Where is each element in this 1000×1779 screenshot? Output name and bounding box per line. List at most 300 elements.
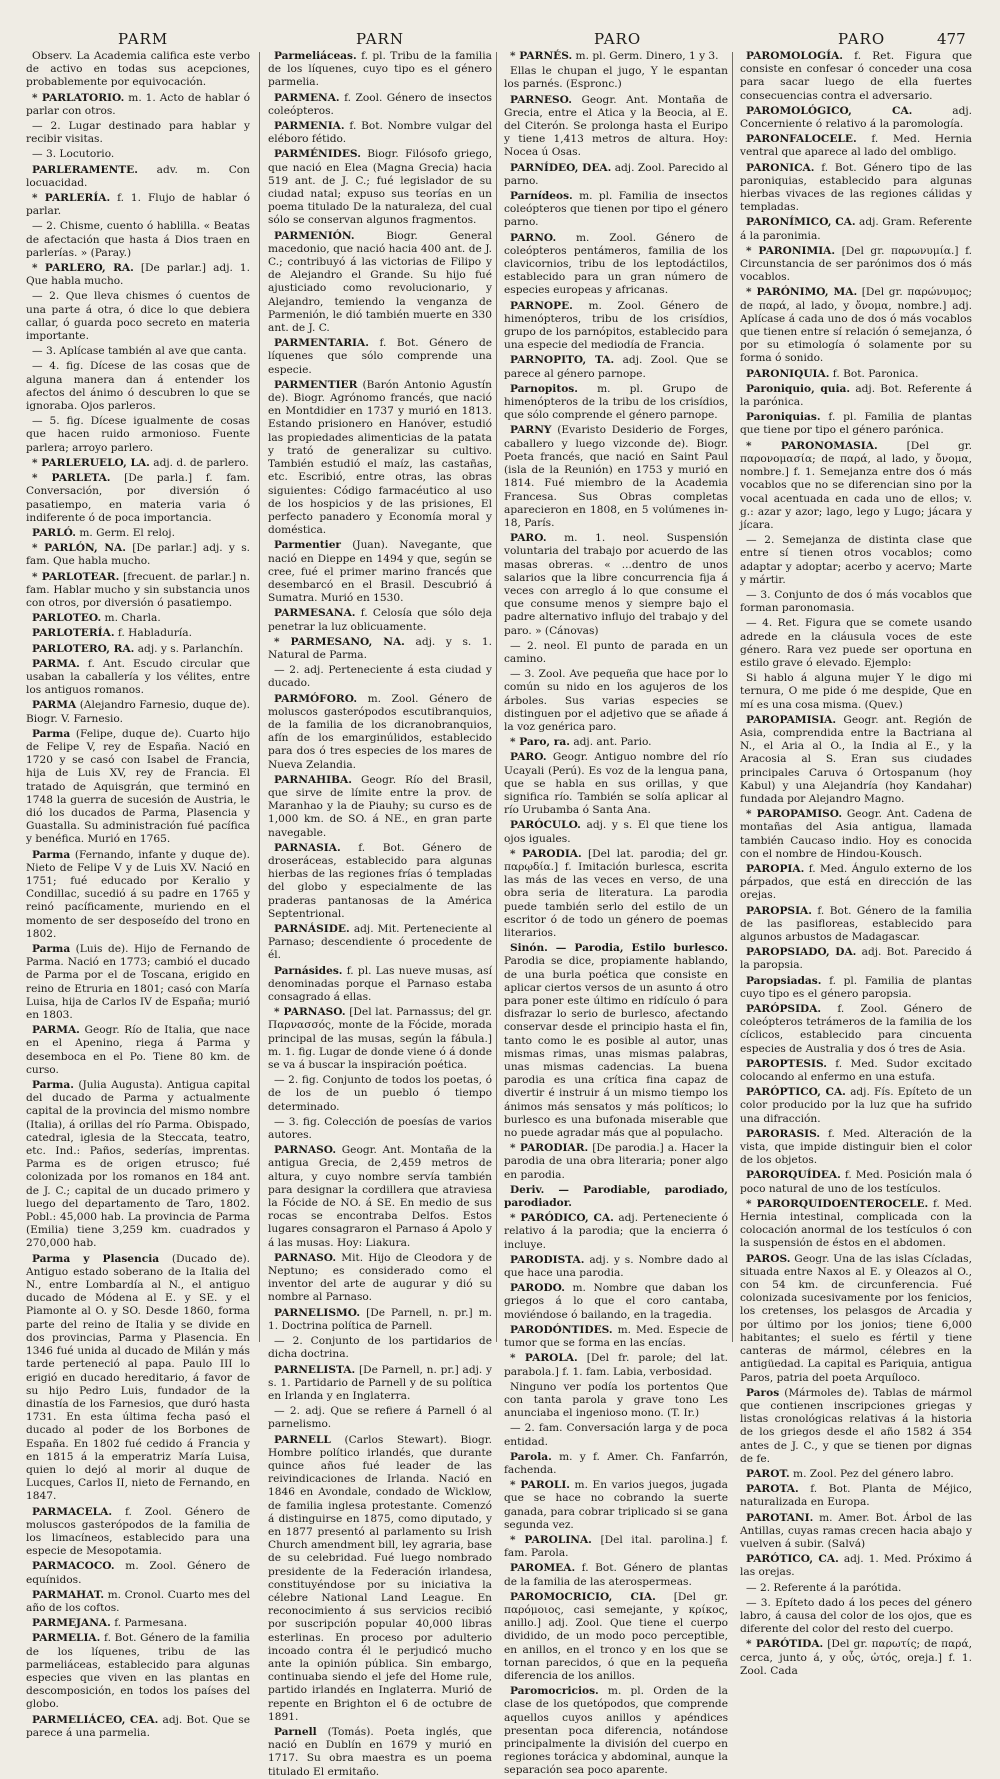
entry-headword: PARÓCULO. [510, 819, 581, 832]
entry-headword: PAROPIA. [746, 862, 805, 875]
entry-definition: f. Bot. Género de plantas de la familia de las aterospermeas. [504, 1562, 728, 1588]
dictionary-entry [740, 1468, 972, 1481]
entry-definition: [Del gr. παρώνυμος; de παρά, al lado, y ὄνομα, nombre.] adj. Aplícase á cada uno de dos ó más vocablos que tienen entre sí relación ó semejanza, ó por su etimología ó solamente por su forma ó sonido. [740, 286, 972, 365]
dictionary-entry [268, 1405, 492, 1431]
entry-headword: PARNELL [274, 1433, 331, 1446]
dictionary-entry [268, 965, 492, 1005]
dictionary-entry [268, 1074, 492, 1114]
dictionary-entry [740, 589, 972, 615]
column-1 [26, 50, 251, 1739]
entry-headword: * PAROLA. [510, 1352, 578, 1365]
entry-headword: PARMÓFORO. [274, 692, 358, 705]
entry-definition: — 2. neol. El punto de parada en un camino. [504, 639, 728, 665]
entry-definition: f. Celosía que sólo deja penetrar la luz oblicuamente. [268, 607, 492, 633]
entry-definition: [De parla.] f. fam. Conversación, por diversión ó pasatiempo, en materia varia ó indiferente ó de poca importancia. [26, 472, 250, 524]
entry-definition: adj. Bot. Referente á la parónica. [740, 382, 973, 409]
entry-definition: Geogr. Río de Italia, que nace en el Apenino, riega á Parma y desemboca en el Po. Tiene 80 km. de curso. [26, 1024, 250, 1076]
entry-definition: — 4. fig. Dícese de las cosas que de alguna manera dan á entender los afectos del ánimo ó descubren lo que se ignoraba. Ojos parleros. [26, 360, 250, 413]
dictionary-entry [268, 1307, 492, 1333]
entry-headword: PAROPTESIS. [746, 1057, 827, 1070]
entry-headword: PARMA [32, 699, 77, 712]
dictionary-entry [26, 1714, 250, 1740]
entry-headword: * PARLETA. [32, 472, 111, 485]
entry-definition: [De parlar.] adj. 1. Que habla mucho. [26, 262, 250, 288]
dictionary-entry [268, 1364, 492, 1404]
entry-definition: f. Med. Alteración de la vista, que impide distinguir bien el color de los objetos. [740, 1127, 972, 1167]
dictionary-entry [26, 571, 250, 611]
dictionary-entry [26, 1560, 250, 1586]
entry-definition: m. Zool. Género de moluscos gasterópodos escutibranquios, de la familia de los dicranobranquios, afín de los emarginúlidos, establecido para dos ó tres especies de los mares de Nueva Zelandia. [268, 692, 492, 771]
entry-definition: [De Parnell, n. pr.] m. 1. Doctrina política de Parnell. [268, 1306, 492, 1332]
dictionary-entry [504, 232, 728, 298]
entry-headword: PARNOPE. [510, 299, 573, 312]
entry-definition: f. pl. Tribu de la familia de los líquenes, cuyo tipo es el género parmelia. [268, 50, 492, 89]
entry-definition: adv. m. Con locuacidad. [26, 163, 250, 189]
entry-definition: m. y f. Amer. Ch. Fanfarrón, fachenda. [504, 1450, 728, 1476]
entry-definition: [Del gr. παρωνυμία.] f. Circunstancia de ser parónimos dos ó más vocablos. [740, 244, 972, 284]
entry-headword: PARMAHAT. [32, 1588, 105, 1601]
dictionary-entry [740, 1512, 972, 1552]
dictionary-entry [504, 532, 728, 638]
entry-definition: adj. y s. Parlanchín. [137, 642, 244, 655]
entry-definition: (Evaristo Desiderio de Forges, caballero y luego vizconde de). Biogr. Poeta francés, que nació en Saint Paul (isla de la Reunión) en 1753 y murió en 1814. Fué miembro de la Academia Francesa. Sus Obras completas aparecieron en 1808, en 5 volúmenes in-18, París. [504, 424, 728, 529]
entry-definition: (Barón Antonio Agustín de). Biogr. Agrónomo francés, que nació en Montdidier en 1737 y murió en 1813. Estando prisionero en Hanóver, estudió las propiedades alimenticias de la patata y trató de generalizar su cultivo. También estudió el maíz, las castañas, etc. Escribió, entre otras, las obras siguientes: Código farmacéutico al uso de los hospicios y de las prisiones, El perfecto panadero y Economía moral y doméstica. [268, 378, 492, 537]
entry-headword: * PARLÓN, NA. [32, 542, 126, 555]
dictionary-entry [740, 1597, 972, 1637]
dictionary-entry [268, 148, 492, 227]
entry-definition: Geogr. Una de las islas Cícladas, situada entre Naxos al E. y Oleazos al O., con 54 km. de circunferencia. Fué colonizada sucesivamente por los fenicios, los cretenses, los pelasgos de Arcadia y por último por los jonios; tiene 6,000 habitantes; el suelo es fértil y tiene canteras de mármol, célebres en la antigüedad. La capital es Pariquia, antigua Paros, patria del poeta Arquíloco. [740, 1252, 972, 1384]
entry-definition: (Ducado de). Antiguo estado soberano de la Italia del N., entre Lombardía al N., el antiguo ducado de Módena al E. y SE. y el Piamonte al O. y SO. Desde 1860, forma parte del reino de Italia y se divide en dos provincias, Parma y Plasencia. En 1346 fué unida al ducado de Milán y más tarde perteneció al papa. Paulo III lo erigió en ducado hereditario, á favor de su hijo Pedro Luis, fundador de la dinastía de los Farnesios, que duró hasta 1731. En esta última fecha pasó el ducado al poder de los Borbones de España. En 1802 fué cedido á Francia y en 1815 á la emperatriz María Luisa, quien lo dejó al morir al duque de Lucques, Carlos II, nieto de Fernando, en 1847. [26, 1252, 250, 1503]
dictionary-entry [26, 1024, 250, 1077]
entry-definition: [Del gr. παρονομασία; de παρά, al lado, y ὄνομα, nombre.] f. 1. Semejanza entre dos ó más vocablos que no se diferencian sino por la vocal acentuada en cada uno de ellos; v. g.: azar y azor; lago, lego y Lugo; jácara y jícara. [740, 439, 972, 531]
entry-definition: Geogr. ant. Región de Asia, comprendida entre la Bactriana al N., el Aria al O., la India al E., y la Aracosia al S. Eran sus ciudades principales Caruva ó Ortospanum (hoy Kabul) y una Alejandría (hoy Kandahar) fundada por Alejandro Magno. [740, 713, 972, 805]
entry-headword: PARMACOCO. [32, 1560, 115, 1573]
dictionary-entry [740, 1128, 972, 1168]
entry-definition: m. Zool. Género de coleópteros pentámeros, familia de los clavicornios, tribu de los leptodáctilos, establecido para un gran número de especies europeas y africanas. [504, 231, 728, 297]
entry-definition: m. pl. Germ. Dinero, 1 y 3. [575, 50, 719, 62]
entry-headword: PARNELISMO. [274, 1306, 361, 1319]
entry-definition: f. Med. Posición mala ó poco natural de uno de los testículos. [740, 1169, 972, 1195]
entry-definition: f. Ant. Escudo circular que usaban la caballería y los vélites, entre los antiguos romanos. [26, 657, 250, 697]
entry-definition: Biogr. General macedonio, que nació hacia 400 ant. de J. C.; contribuyó á las victorias de Filipo y de Alejandro el Grande. Su hijo fué ajusticiado como revolucionario, y Alejandro, temiendo la venganza de Parmenión, le dió también muerte en 330 ant. de J. C. [268, 229, 492, 335]
dictionary-entry [26, 290, 250, 343]
entry-definition: m. Charla. [104, 612, 161, 625]
entry-definition: [Del lat. parodia; del gr. παρῳδία.] f. Imitación burlesca, escrita las más de las veces en verso, de una obra seria de literatura. La parodia puede también serlo del estilo de un escritor ó de todo un género de poemas literarios. [504, 847, 728, 939]
entry-definition: Ninguno ver podía los portentos Que con tanta parola y grave tono Les anunciaba el ingenioso mono. (T. Ir.) [504, 1380, 728, 1420]
dictionary-entry [268, 842, 492, 921]
entry-definition: Geogr. Río del Brasil, que sirve de límite entre la prov. de Maranhao y la de Piauhy; su curso es de 1,000 km. de SO. á NE., en gran parte navegable. [268, 773, 493, 839]
dictionary-entry [504, 942, 728, 1140]
entry-headword: PARLOTERÍA. [32, 627, 115, 640]
entry-headword: Paroniquio, quia. [746, 382, 851, 395]
entry-definition: f. Bot. Género de la familia de los líquenes, tribu de las parmeliáceas, establecido para algunas especies que viven en las plantas en descomposición, en todos los países del globo. [26, 1632, 250, 1711]
entry-headword: * PARNÉS. [510, 50, 573, 62]
entry-headword: PARNASO. [274, 1144, 337, 1157]
entry-definition: (Luis de). Hijo de Fernando de Parma. Nació en 1773; cambió el ducado de Parma por el de Toscana, erigido en reino de Etruria en 1801; casó con María Luisa, hija de Carlos IV de España; murió en 1803. [26, 943, 250, 1022]
dictionary-entry [504, 1479, 728, 1532]
dictionary-entry [504, 1352, 728, 1378]
entry-definition: m. pl. Orden de la clase de los quetópodos, que comprende aquellos cuyos anillos y apéndices presentan poca diferencia, notándose principalmente la división del cuerpo en regiones torácica y abdominal, aunque la separación sea poco aparente. [504, 1685, 728, 1777]
dictionary-entry [740, 672, 972, 712]
entry-headword: * PARONOMASIA. [746, 439, 878, 452]
entry-headword: PARMEJANA. [32, 1617, 111, 1630]
entry-definition: adj. Perteneciente ó relativo á la parodia; que la encierra ó incluye. [504, 1212, 728, 1251]
entry-definition: [De parlar.] adj. y s. fam. Que habla mucho. [26, 542, 250, 568]
dictionary-entry [268, 539, 492, 605]
entry-headword: PAROMOLÓGICO, CA. [746, 104, 913, 117]
dictionary-entry [504, 1254, 728, 1280]
entry-headword: Paromocricios. [510, 1685, 599, 1698]
dictionary-entry [504, 1212, 728, 1252]
dictionary-entry [504, 50, 728, 63]
dictionary-entry [504, 848, 728, 940]
entry-definition: — 2. Semejanza de distinta clase que entre sí tienen otros vocablos; como adaptar y adoptar; acerbo y acervo; Marte y mártir. [740, 534, 972, 586]
dictionary-entry [268, 1252, 492, 1305]
entry-definition: [Del gr. παρόμοιος, casi semejante, y κρίκος, anillo.] adj. Zool. Que tiene el cuerpo dividido, de un modo poco perceptible, en anillos, en el tronco y en los que se tornan parecidos, ó que en la pequeña diferencia de los anillos. [504, 1590, 728, 1682]
dictionary-entry [268, 1335, 492, 1361]
dictionary-entry [268, 337, 492, 377]
entry-definition: adj. y s. El que tiene los ojos iguales. [504, 819, 728, 845]
dictionary-entry [26, 92, 250, 118]
running-head-center-left: PARN [356, 30, 404, 48]
entry-definition: — 3. fig. Colección de poesías de varios autores. [268, 1115, 492, 1142]
entry-definition: f. pl. Las nueve musas, así denominadas porque el Parnaso estaba consagrado á ellas. [268, 964, 492, 1004]
dictionary-entry [268, 50, 492, 90]
entry-definition: m. Zool. Género de himenópteros, tribu de los crisídios, grupo de los parnópitos, establecido para una especie del mediodía de Francia. [504, 299, 728, 352]
entry-headword: * PARÓNIMO, MA. [746, 286, 858, 299]
entry-headword: * PARNASO. [274, 1006, 346, 1019]
dictionary-entry [26, 699, 250, 725]
entry-headword: PAROS. [746, 1252, 791, 1265]
entry-headword: PARODO. [510, 1282, 565, 1295]
dictionary-entry [504, 65, 728, 91]
dictionary-entry [268, 120, 492, 146]
entry-headword: PARMENA. [274, 91, 340, 104]
dictionary-entry [26, 627, 250, 640]
dictionary-entry [26, 658, 250, 698]
entry-headword: PARNO. [510, 231, 557, 244]
entry-definition: m. Nombre que daban los griegos á lo que el coro cantaba, moviéndose ó bailando, en la tragedia. [504, 1282, 728, 1321]
dictionary-entry [268, 1006, 492, 1072]
entry-headword: Paropsiadas. [746, 974, 822, 987]
dictionary-entry [268, 774, 492, 840]
entry-definition: m. pl. Familia de insectos coleópteros que tienen por tipo el género parno. [504, 190, 728, 229]
column-2 [268, 50, 493, 1778]
entry-headword: * PARONIMIA. [746, 244, 836, 257]
dictionary-entry [26, 1506, 250, 1559]
entry-definition: m. 1. Acto de hablar ó parlar con otros. [26, 91, 251, 117]
entry-headword: * PARÓTIDA. [746, 1638, 824, 1651]
dictionary-entry [740, 50, 972, 103]
entry-definition: f. pl. Familia de plantas que tiene por tipo el género parónica. [740, 411, 972, 437]
dictionary-entry [268, 1144, 492, 1250]
entry-definition: f. Med. Ángulo externo de los párpados, que está en dirección de las orejas. [740, 862, 972, 902]
dictionary-entry [504, 1422, 728, 1448]
entry-definition: m. En varios juegos, jugada que se hace no cobrando la suerte ganada, para cobrar triplicado si se gana segunda vez. [504, 1479, 728, 1531]
dictionary-entry [268, 92, 492, 118]
entry-headword: PARMELIA. [32, 1632, 101, 1645]
dictionary-entry [740, 617, 972, 670]
entry-headword: * PAROLINA. [510, 1533, 592, 1546]
entry-headword: PARODISTA. [510, 1253, 585, 1266]
dictionary-entry [26, 164, 250, 190]
dictionary-entry [504, 1685, 728, 1777]
dictionary-entry [26, 457, 250, 470]
entry-definition: — 2. fig. Conjunto de todos los poetas, ó de los de un pueblo ó tiempo determinado. [268, 1074, 492, 1113]
entry-definition: (Felipe, duque de). Cuarto hijo de Felipe V, rey de España. Nació en 1720 y se casó con Isabel de Francia, hija de Luis XV, rey de Francia. El tratado de Aquisgrán, que terminó en 1748 la guerra de sucesión de Austria, le dió los ducados de Parma, Plasencia y Guastalla. Su administración fué pacífica y benéfica. Murió en 1765. [26, 727, 250, 846]
entry-definition: adj. Gram. Referente á la paronimia. [740, 216, 973, 242]
entry-definition: — 2. adj. Que se refiere á Parnell ó al parnelismo. [268, 1405, 492, 1431]
dictionary-entry [740, 1553, 972, 1579]
entry-definition: — 4. Ret. Figura que se comete usando adrede en la cláusula voces de este género. Rara vez puede ser oportuna en estilo grave ó elevado. Ejemplo: [740, 617, 972, 669]
entry-headword: PARMA. [32, 657, 80, 670]
entry-definition: m. Cronol. Cuarto mes del año de los coftos. [26, 1588, 250, 1614]
entry-headword: Parnásides. [274, 964, 343, 977]
dictionary-entry [740, 162, 972, 215]
dictionary-entry [740, 1253, 972, 1385]
dictionary-entry [26, 415, 250, 455]
entry-headword: PARORQUÍDEA. [746, 1169, 841, 1182]
running-head-center-right: PARO [594, 30, 642, 48]
entry-headword: * PARLATORIO. [32, 91, 125, 104]
dictionary-entry [26, 345, 250, 358]
entry-definition: adj. Zool. Parecido al parno. [504, 161, 728, 187]
dictionary-entry [268, 1116, 492, 1142]
entry-headword: Deriv. — Parodiable, parodiado, parodiador. [504, 1183, 728, 1210]
entry-definition: f. Bot. Género de droseráceas, establecido para algunas hierbas de las regiones frías ó templadas del globo y especialmente de las praderas pantanosas de la América Septentrional. [268, 841, 492, 920]
entry-definition: adj. Fís. Epíteto de un color producido por la luz que ha sufrido una difracción. [740, 1086, 972, 1125]
dictionary-entry [26, 472, 250, 525]
entry-headword: PARONIQUIA. [746, 367, 830, 380]
entry-definition: (Juan). Navegante, que nació en Dieppe en 1494 y que, según se cree, fué el primer marino francés que desembarcó en el Brasil. Descubrió á Sumatra. Murió en 1530. [268, 539, 492, 605]
entry-headword: Paros [746, 1386, 780, 1399]
dictionary-entry [740, 1086, 972, 1126]
entry-headword: PARNOPITO, TA. [510, 354, 615, 367]
entry-headword: PARNÁSIDE. [274, 923, 350, 935]
entry-definition: f. Zool. Género de coleópteros tetrámeros de la familia de los cíclicos, establecido para cincuenta especies de Australia y dos ó tres de Asia. [740, 1003, 973, 1055]
entry-headword: Parma [32, 727, 71, 740]
dictionary-entry [268, 607, 492, 633]
entry-definition: adj. d. de parlero. [153, 456, 249, 469]
column-rule [496, 52, 497, 1342]
dictionary-entry [740, 216, 972, 242]
entry-headword: PARLERAMENTE. [32, 163, 138, 176]
dictionary-entry [268, 1726, 492, 1779]
entry-headword: PAROT. [746, 1467, 790, 1480]
entry-headword: Sinón. — Parodia, Estilo burlesco. [510, 942, 728, 955]
entry-headword: PARNÍDEO, DEA. [510, 161, 612, 174]
column-rule [732, 52, 733, 1342]
dictionary-entry [26, 120, 250, 146]
entry-headword: PARNASO. [274, 1251, 337, 1264]
entry-headword: * PARODIAR. [510, 1142, 589, 1155]
dictionary-entry [504, 1184, 728, 1210]
dictionary-entry [268, 230, 492, 336]
entry-definition: m. Zool. Pez del género labro. [793, 1467, 954, 1480]
running-header [0, 12, 1000, 52]
entry-headword: PARONÍMICO, CA. [746, 216, 856, 229]
entry-headword: PAROPSIADO, DA. [746, 946, 857, 959]
entry-definition: — 2. Chisme, cuento ó hablilla. « Beatas de afectación que hasta á Dios traen en parlerías. » (Paray.) [26, 220, 250, 259]
dictionary-entry [740, 863, 972, 903]
entry-definition: [Del fr. parole; del lat. parabola.] f. 1. fam. Labia, verbosidad. [504, 1352, 728, 1378]
entry-headword: PARMENTIER [274, 378, 358, 391]
dictionary-entry [26, 728, 250, 847]
entry-headword: Parmentier [274, 539, 342, 552]
entry-definition: — 3. Aplícase también al ave que canta. [32, 345, 247, 358]
entry-definition: f. Bot. Género de líquenes que sólo comprende una especie. [268, 337, 493, 376]
entry-definition: adj. Mit. Perteneciente al Parnaso; descendiente ó procedente de él. [268, 923, 492, 962]
entry-definition: f. Bot. Paronica. [832, 367, 919, 380]
entry-definition: f. Zool. Género de moluscos gasterópodos de la familia de los limacíneos, establecido para una especie de Mesopotamia. [26, 1505, 250, 1558]
entry-definition: Si hablo á alguna mujer Y le digo mi ternura, O me pide ó me despide, Que en mí es una cosa misma. (Quev.) [740, 672, 972, 711]
entry-headword: * PARORQUIDOENTEROCELE. [746, 1197, 929, 1210]
dictionary-entry [504, 94, 728, 160]
entry-definition: Geogr. Ant. Montaña de Grecia, entre el Atica y la Beocia, al E. del Citerón. Se prolonga hasta el Euripo y tiene 1,413 metros de altura. Hoy: Nocea ú Osas. [504, 93, 728, 159]
entry-headword: PARNY [510, 424, 552, 437]
entry-headword: * PARLERUELO, LA. [32, 456, 150, 469]
entry-definition: — 3. Epíteto dado á los peces del género labro, á causa del color de los ojos, que es diferente del color del resto del cuerpo. [740, 1596, 972, 1636]
entry-definition: f. Med. Hernia ventral que aparece al lado del ombligo. [740, 133, 972, 159]
dictionary-entry [740, 714, 972, 806]
entry-headword: PARMELIÁCEO, CEA. [32, 1713, 159, 1726]
entry-definition: Parodia se dice, propiamente hablando, de una burla poética que consiste en aplicar ciertos versos de un asunto á otro para poner este último en ridículo ó para disfrazar lo serio de burlesco, afectando conservar desde el principio hasta el fin, tanto como le es posible al autor, unas mismas rimas, unas mismas palabras, unas mismas cadencias. La buena parodia es una crítica fina capaz de divertir é instruir á un mismo tiempo los ánimos más sensatos y más políticos; lo burlesco es una bufonada miserable que no puede agradar más que al populacho. [504, 955, 728, 1140]
dictionary-entry [740, 1003, 972, 1056]
dictionary-entry [26, 943, 250, 1022]
entry-definition: m. Med. Especie de tumor que se forma en las encías. [504, 1323, 728, 1350]
entry-headword: PARO. [510, 751, 547, 764]
dictionary-entry [740, 286, 972, 365]
entry-headword: PARO. [510, 532, 547, 545]
entry-definition: — 2. Lugar destinado para hablar y recibir visitas. [26, 120, 250, 146]
entry-headword: Parma [32, 943, 71, 955]
entry-definition: (Carlos Stewart). Biogr. Hombre político irlandés, que durante quince años fué leader de las reivindicaciones de Irlanda. Nació en 1846 en Avondale, condado de Wicklow, de familia inglesa protestante. Comenzó á distinguirse en 1875, como diputado, y en 1877 presentó al parlamento su Irish Church amendment bill, ley agraria, base de su celebridad. Fué luego nombrado presidente de la Federación irlandesa, constituyéndose por su iniciativa la célebre National Land League. En reconocimiento á sus servicios recibió por suscripción popular 40,000 libras esterlinas. En proceso por adulterio incoado contra él le perjudicó mucho ante la opinión pública. Sin embargo, continuaba siendo el jefe del Home rule, partido irlandés en Inglaterra. Murió de repente en Brighton el 6 de octubre de 1891. [268, 1433, 492, 1723]
entry-headword: PARMENIA. [274, 120, 345, 133]
dictionary-entry [740, 1483, 972, 1509]
entry-definition: f. Parmesana. [114, 1617, 188, 1630]
entry-headword: PARNESO. [510, 93, 572, 106]
entry-definition: m. pl. Grupo de himenópteros de la tribu de los crisídios, que sólo comprende el género parnope. [504, 382, 728, 422]
entry-definition: m. Zool. Género de equínidos. [26, 1560, 250, 1586]
entry-headword: PARLÓ. [32, 526, 76, 539]
entry-definition: Geogr. Antiguo nombre del río Ucayali (Perú). Es voz de la lengua pana, que se habla en sus orillas, y que significa río. También se solía aplicar al río Urubamba ó Santa Ana. [504, 751, 729, 817]
entry-definition: — 3. Locutorio. [32, 148, 115, 161]
entry-headword: * Paro, ra. [510, 736, 570, 749]
dictionary-entry [26, 50, 250, 90]
dictionary-entry [268, 379, 492, 537]
entry-headword: PARNELISTA. [274, 1363, 356, 1376]
dictionary-entry [504, 1142, 728, 1182]
dictionary-entry [504, 751, 728, 817]
entry-definition: f. Bot. Planta de Méjico, naturalizada en Europa. [740, 1483, 972, 1509]
entry-headword: PARONICA. [746, 161, 815, 174]
entry-headword: PARMACELA. [32, 1505, 113, 1518]
entry-headword: PARORASIS. [746, 1127, 821, 1140]
dictionary-entry [26, 220, 250, 260]
entry-definition: f. Ret. Figura que consiste en confesar ó conceder una cosa para sacar luego de ella fuertes consecuencias contra el adversario. [740, 50, 972, 102]
entry-definition: — 3. Zool. Ave pequeña que hace por lo común su nido en los agujeros de los árboles. Sus varias especies se distinguen por el adjetivo que se añade á la voz genérica paro. [504, 668, 728, 733]
entry-headword: PARMA. [32, 1024, 80, 1037]
entry-headword: * PAROPAMISO. [746, 808, 843, 821]
entry-headword: PARODÓNTIDES. [510, 1323, 613, 1336]
dictionary-entry [26, 527, 250, 540]
entry-definition: [De Parnell, n. pr.] adj. y s. 1. Partidario de Parnell y de su política en Irlanda y en Inglaterra. [268, 1363, 492, 1402]
entry-headword: Parnídeos. [510, 190, 573, 203]
entry-headword: PARNAHIBA. [274, 773, 352, 786]
entry-headword: Parma [32, 848, 71, 861]
entry-headword: * PARLOTEAR. [32, 570, 120, 583]
entry-headword: * PARLERO, RA. [32, 262, 134, 275]
entry-definition: f. Med. Hernia intestinal, complicada con la colocación anormal de los testículos ó con la suspensión de éstos en el abdomen. [740, 1197, 972, 1250]
dictionary-entry [504, 1282, 728, 1322]
entry-headword: PARMÉNIDES. [274, 148, 361, 161]
entry-headword: PAROTANI. [746, 1511, 814, 1524]
running-head-right: PARO [838, 30, 886, 48]
dictionary-entry [740, 975, 972, 1001]
dictionary-entry [740, 368, 972, 381]
dictionary-entry [26, 192, 250, 218]
dictionary-entry [504, 424, 728, 530]
dictionary-entry [740, 808, 972, 861]
dictionary-entry [26, 262, 250, 288]
entry-definition: — 2. Que lleva chismes ó cuentos de una parte á otra, ó dice lo que debiera callar, ó guarda poco secreto en materia importante. [26, 290, 250, 343]
dictionary-entry [268, 693, 492, 772]
dictionary-entry [740, 1198, 972, 1251]
dictionary-entry [740, 411, 972, 437]
entry-definition: adj. Concerniente ó relativo á la paromología. [740, 104, 972, 131]
entry-headword: PARLOTEO. [32, 612, 102, 625]
entry-definition: f. Habladuría. [117, 627, 192, 640]
dictionary-entry [740, 905, 972, 945]
entry-definition: (Tomás). Poeta inglés, que nació en Dublín en 1679 y murió en 1717. Su obra maestra es un poema titulado El ermitaño. [268, 1725, 493, 1778]
dictionary-entry [26, 1617, 250, 1630]
dictionary-entry [740, 1058, 972, 1084]
dictionary-entry [740, 133, 972, 159]
dictionary-entry [740, 946, 972, 972]
entry-headword: * PARÓDICO, CA. [510, 1212, 614, 1225]
column-rule [259, 52, 260, 1342]
entry-headword: PAROMEA. [510, 1562, 576, 1575]
entry-headword: PARÓPTICO, CA. [746, 1086, 846, 1099]
entry-definition: Mit. Hijo de Cleodora y de Neptuno; es considerado como el inventor del arte de augurar y dió su nombre al Parnaso. [268, 1251, 492, 1304]
column-4 [740, 50, 973, 1677]
dictionary-entry [504, 1562, 728, 1588]
dictionary-entry [26, 1079, 250, 1251]
entry-headword: PARÓTICO, CA. [746, 1553, 839, 1566]
dictionary-entry [740, 1387, 972, 1466]
entry-definition: adj. Bot. Parecido á la paropsia. [740, 946, 972, 972]
entry-headword: PAROMOCRICIO, CIA. [510, 1590, 656, 1603]
dictionary-entry [504, 300, 728, 353]
entry-headword: PARMENIÓN. [274, 229, 355, 242]
dictionary-entry [26, 1253, 250, 1504]
entry-definition: (Alejandro Farnesio, duque de). Biogr. V. Farnesio. [26, 699, 250, 725]
dictionary-entry [504, 736, 728, 749]
dictionary-entry [740, 105, 972, 131]
dictionary-entry [504, 383, 728, 423]
entry-definition: adj. ant. Pario. [573, 736, 652, 749]
dictionary-entry [504, 1381, 728, 1421]
entry-definition: [Del lat. Parnassus; del gr. Παρνασσός, monte de la Fócide, morada principal de las musas, según la fábula.] m. 1. fig. Lugar de donde viene ó á donde se va á buscar la inspiración poética. [268, 1006, 492, 1072]
dictionary-entry [504, 1534, 728, 1560]
entry-headword: Paroniquias. [746, 411, 821, 424]
dictionary-entry [26, 849, 250, 941]
entry-definition: [Del gr. παρωτίς; de παρά, cerca, junto á, y οὖς, ὠτός, oreja.] f. 1. Zool. Cada [740, 1638, 973, 1677]
dictionary-entry [26, 542, 250, 568]
entry-headword: PARMENTARIA. [274, 337, 369, 350]
dictionary-entry [504, 1324, 728, 1350]
entry-definition: — 2. fam. Conversación larga y de poca entidad. [504, 1422, 728, 1448]
